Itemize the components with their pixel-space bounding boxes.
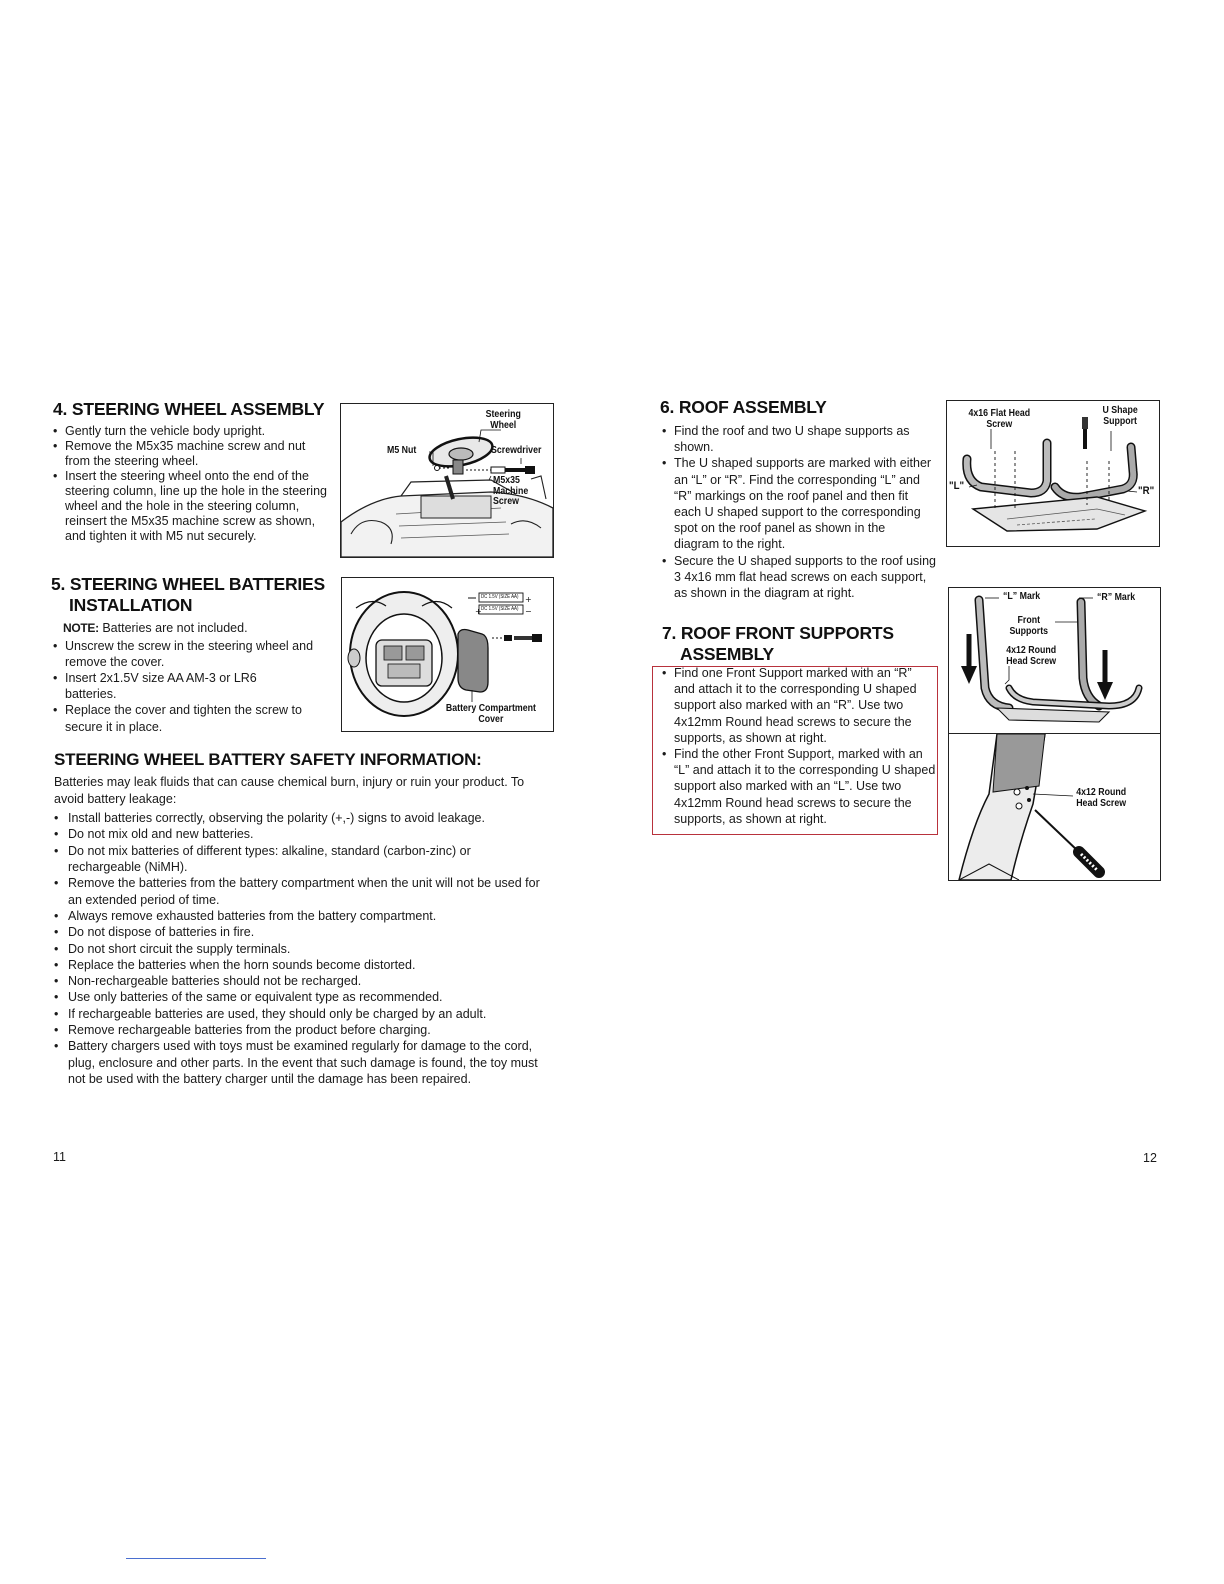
list-item: • Secure the U shaped supports to the roof using 3 4x16 mm flat head screws on each support, as shown in the diagram at right. [662, 553, 942, 602]
section-7-steps [662, 665, 938, 827]
safety-title: STEERING WHEEL BATTERY SAFETY INFORMATION: [54, 750, 482, 769]
list-item: • Battery chargers used with toys must be examined regularly for damage to the cord, plug, enclosure and other parts. In the event that such damage is found, the toy must not be used with the battery charger until the damage has been repaired. [54, 1038, 544, 1087]
note [51, 620, 341, 637]
list-item: • Use only batteries of the same or equivalent type as recommended. [54, 989, 544, 1005]
list-item: • Non-rechargeable batteries should not be recharged. [54, 973, 544, 989]
svg-text:−: − [525, 607, 532, 616]
front-supports-label: Front Supports [1009, 615, 1049, 637]
m5-nut-label: M5 Nut [387, 445, 417, 456]
svg-text:+: + [525, 595, 532, 604]
list-item: • Unscrew the screw in the steering wheel and remove the cover. [53, 638, 345, 670]
safety-intro: Batteries may leak fluids that can cause chemical burn, injury or ruin your product. To avoid battery leakage: [54, 775, 525, 806]
list-item: • Do not mix batteries of different types: alkaline, standard (carbon-zinc) or rechargeable (NiMH). [54, 843, 513, 876]
section-4-steps [53, 424, 338, 544]
round-head-screw-label: 4x12 Round Head Screw [1006, 645, 1057, 667]
list-item: • Do not short circuit the supply terminals. [54, 941, 544, 957]
r-mark-label: "R" [1138, 485, 1155, 497]
section-6-steps [662, 423, 940, 601]
list-item: • Insert the steering wheel onto the end of the steering column, line up the hole in the steering wheel and the hole in the steering column, reinsert the M5x35 machine screw as shown, and tighten it with M5 nut securely. [53, 469, 333, 544]
list-item: • Install batteries correctly, observing the polarity (+,-) signs to avoid leakage. [54, 810, 544, 826]
safety-section [54, 750, 554, 1087]
section-7-steps-wrapper [662, 665, 938, 827]
section-4 [53, 399, 338, 544]
list-item: • Do not dispose of batteries in fire. [54, 924, 544, 940]
screw-detail-figure [948, 733, 1161, 881]
list-item: • Remove rechargeable batteries from the product before charging. [54, 1022, 544, 1038]
screwdriver-label: Screwdriver [491, 445, 542, 456]
battery-label-1: DC 1.5V (SIZE AA) [481, 594, 519, 600]
front-supports-figure [948, 587, 1161, 735]
list-item: • Gently turn the vehicle body upright. [53, 424, 338, 439]
l-mark-label: "L" [949, 480, 965, 492]
section-4-title: 4. STEERING WHEEL ASSEMBLY [53, 399, 325, 419]
footer-link-line [126, 1558, 266, 1559]
list-item: • If rechargeable batteries are used, they should only be charged by an adult. [54, 1006, 544, 1022]
m5x35-screw-label: M5x35 Machine Screw [493, 475, 529, 507]
section-5-title: 5. STEERING WHEEL BATTERIES INSTALLATION [51, 574, 325, 615]
roof-figure [946, 400, 1160, 547]
u-shape-support-label: U Shape Support [1102, 405, 1138, 427]
svg-text:+: + [475, 607, 482, 616]
section-6 [660, 397, 940, 601]
list-item: • Remove the batteries from the battery compartment when the unit will not be used for an extended period of time. [54, 875, 544, 908]
page-number-right: 12 [1143, 1151, 1157, 1165]
list-item: • The U shaped supports are marked with either an “L” or “R”. Find the corresponding “L” and “R” markings on the roof panel and then fit each U shaped support to the corresponding spot on the roof panel as shown in the diagram to the right. [662, 455, 932, 552]
note-text: Batteries are not included. [102, 621, 248, 635]
section-5-steps [53, 638, 341, 735]
l-mark-label: “L” Mark [1003, 591, 1041, 602]
list-item: • Always remove exhausted batteries from the battery compartment. [54, 908, 544, 924]
list-item: • Replace the cover and tighten the screw to secure it in place. [53, 702, 325, 734]
list-item: • Find the roof and two U shape supports as shown. [662, 423, 932, 455]
list-item: • Replace the batteries when the horn sounds become distorted. [54, 957, 544, 973]
list-item: • Insert 2x1.5V size AA AM-3 or LR6 batteries. [53, 670, 285, 702]
flat-head-screw-label: 4x16 Flat Head Screw [968, 408, 1031, 430]
r-mark-label: “R” Mark [1097, 592, 1136, 603]
note-label: NOTE: [63, 621, 99, 635]
steering-wheel-label: Steering Wheel [485, 409, 521, 431]
section-6-title: 6. ROOF ASSEMBLY [660, 397, 827, 417]
page-number-left: 11 [53, 1150, 66, 1164]
list-item: • Find one Front Support marked with an “R” and attach it to the corresponding U shaped support also marked with an “R”. Use two 4x12mm Round head screws to secure the supports, as shown at right. [662, 665, 926, 746]
battery-compartment-label: Battery Compartment Cover [445, 703, 536, 725]
battery-label-2: DC 1.5V (SIZE AA) [481, 606, 519, 612]
list-item: • Do not mix old and new batteries. [54, 826, 544, 842]
section-7 [662, 623, 942, 665]
battery-figure [341, 577, 554, 732]
list-item: • Remove the M5x35 machine screw and nut from the steering wheel. [53, 439, 310, 469]
section-7-title: 7. ROOF FRONT SUPPORTS ASSEMBLY [662, 623, 894, 664]
steering-wheel-figure [340, 403, 554, 558]
section-5 [51, 574, 341, 735]
round-head-screw-detail-label: 4x12 Round Head Screw [1076, 787, 1127, 809]
safety-list [54, 810, 544, 1087]
list-item: • Find the other Front Support, marked with an “L” and attach it to the corresponding U shaped support also marked with an “L”. Use two 4x12mm Round head screws to secure the supports, as shown at right. [662, 746, 940, 827]
